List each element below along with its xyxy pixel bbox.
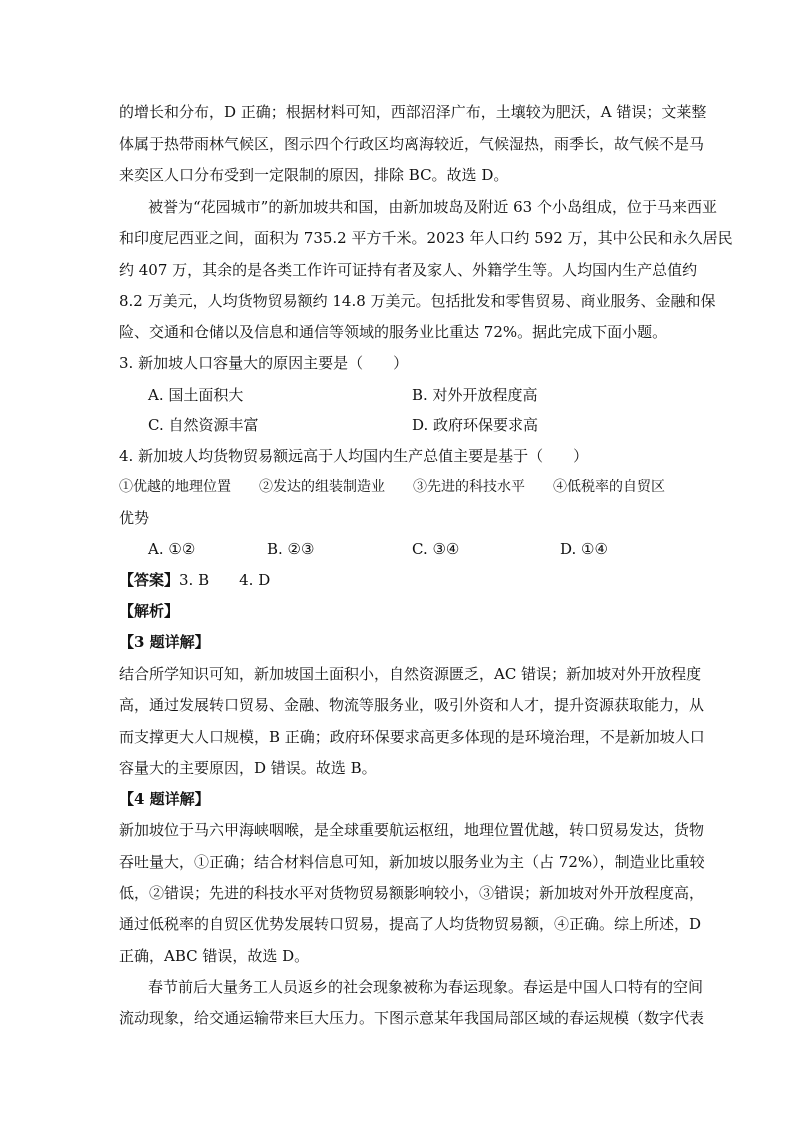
- text-line: 体属于热带雨林气候区，图示四个行政区均离海较近，气候湿热，雨季长，故气候不是马: [119, 135, 705, 153]
- q4-detail-label: 【4 题详解】: [119, 790, 210, 808]
- text-line: 和印度尼西亚之间，面积为 735.2 平方千米。2023 年人口约 592 万，其中公民和永久居民: [119, 229, 733, 247]
- answer-text: 3. B 4. D: [179, 571, 271, 589]
- text-line: 春节前后大量务工人员返乡的社会现象被称为春运现象。春运是中国人口特有的空间: [148, 978, 704, 996]
- text-line: 而支撑更大人口规模，B 正确；政府环保要求高更多体现的是环境治理，不是新加坡人口: [119, 728, 705, 746]
- text-line: 正确，ABC 错误，故选 D。: [119, 947, 310, 965]
- text-line: 来奕区人口分布受到一定限制的原因，排除 BC。故选 D。: [119, 166, 509, 184]
- text-line: 低，②错误；先进的科技水平对货物贸易额影响较小，③错误；新加坡对外开放程度高，: [119, 884, 705, 902]
- analysis-label: 【解析】: [119, 602, 180, 620]
- text-line: 结合所学知识可知，新加坡国土面积小，自然资源匮乏，AC 错误；新加坡对外开放程度: [119, 665, 702, 683]
- text-line: 险、交通和仓储以及信息和通信等领域的服务业比重达 72%。据此完成下面小题。: [119, 323, 668, 341]
- q4-option-b: B. ②③: [267, 540, 315, 558]
- question-4-items: ①优越的地理位置 ②发达的组装制造业 ③先进的科技水平 ④低税率的自贸区: [119, 479, 665, 495]
- q3-option-a: A. 国土面积大: [148, 386, 244, 404]
- q3-detail-label: 【3 题详解】: [119, 633, 210, 651]
- text-line: 8.2 万美元，人均货物贸易额约 14.8 万美元。包括批发和零售贸易、商业服务、金融和保: [119, 292, 716, 310]
- q3-option-d: D. 政府环保要求高: [412, 416, 539, 434]
- question-4-stem: 4. 新加坡人均货物贸易额远高于人均国内生产总值主要是基于（ ）: [119, 447, 589, 465]
- q4-option-a: A. ①②: [148, 540, 196, 558]
- text-line: 吞吐量大，①正确；结合材料信息可知，新加坡以服务业为主（占 72%），制造业比重较: [119, 853, 705, 871]
- text-line: 新加坡位于马六甲海峡咽喉，是全球重要航运枢纽，地理位置优越，转口贸易发达，货物: [119, 821, 705, 839]
- text-line: 高，通过发展转口贸易、金融、物流等服务业，吸引外资和人才，提升资源获取能力，从: [119, 696, 705, 714]
- q3-option-b: B. 对外开放程度高: [412, 386, 538, 404]
- text-line: 的增长和分布，D 正确；根据材料可知，西部沼泽广布，土壤较为肥沃，A 错误；文莱整: [119, 103, 707, 121]
- answer-label: 【答案】: [119, 571, 180, 589]
- answer-line: [119, 570, 270, 590]
- text-line: 被誉为“花园城市”的新加坡共和国，由新加坡岛及附近 63 个小岛组成，位于马来西亚: [148, 198, 717, 216]
- text-line: 容量大的主要原因，D 错误。故选 B。: [119, 759, 377, 777]
- text-line: 约 407 万，其余的是各类工作许可证持有者及家人、外籍学生等。人均国内生产总值约: [119, 261, 698, 279]
- q4-option-c: C. ③④: [412, 540, 460, 558]
- question-3-stem: 3. 新加坡人口容量大的原因主要是（ ）: [119, 354, 409, 372]
- text-line: 流动现象，给交通运输带来巨大压力。下图示意某年我国局部区域的春运规模（数字代表: [119, 1009, 705, 1027]
- question-4-items-cont: 优势: [119, 509, 150, 527]
- q4-option-d: D. ①④: [560, 540, 608, 558]
- text-line: 通过低税率的自贸区优势发展转口贸易，提高了人均货物贸易额，④正确。综上所述，D: [119, 915, 702, 933]
- q3-option-c: C. 自然资源丰富: [148, 416, 259, 434]
